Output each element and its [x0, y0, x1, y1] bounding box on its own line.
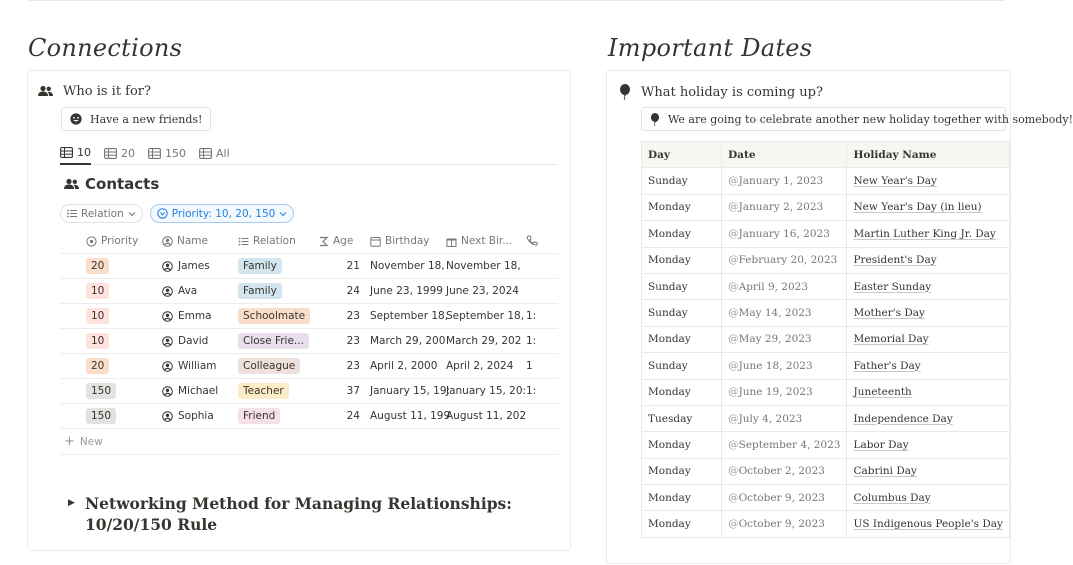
person-circle-icon	[162, 236, 173, 247]
person-circle-icon	[162, 361, 173, 372]
day-cell[interactable]: Monday	[642, 194, 722, 220]
status-circle-icon	[157, 208, 168, 219]
relation-cell[interactable]	[234, 254, 314, 278]
date-mention-symbol: @	[728, 280, 739, 293]
table-row[interactable]	[60, 254, 558, 279]
holiday-cell[interactable]	[847, 194, 1010, 220]
holiday-cell[interactable]	[847, 432, 1010, 458]
status-circle-icon	[86, 236, 97, 247]
list-icon	[67, 209, 77, 218]
table-row[interactable]	[642, 432, 1010, 458]
chevron-down-icon	[128, 211, 136, 217]
table-icon	[104, 148, 117, 159]
dates-callout	[606, 70, 1073, 564]
table-row[interactable]	[642, 326, 1010, 352]
date-column-header: Date	[722, 142, 847, 168]
age-column-header[interactable]	[314, 229, 366, 253]
birthday-cell[interactable]: September 18,	[370, 310, 449, 322]
table-row[interactable]	[642, 221, 1010, 247]
date-value: September 4, 2023	[738, 438, 841, 451]
relation-tag: Family	[238, 283, 282, 299]
inner-callout	[641, 107, 1073, 131]
table-row[interactable]	[642, 485, 1010, 511]
birthday-cell[interactable]: November 18,	[370, 260, 445, 272]
holiday-link[interactable]: Columbus Day	[853, 491, 931, 504]
priority-cell[interactable]	[60, 354, 158, 378]
date-mention-symbol: @	[728, 518, 739, 531]
table-row[interactable]	[60, 279, 558, 304]
birthday-cell[interactable]: August 11, 199	[370, 410, 451, 422]
holiday-link[interactable]: US Indigenous People's Day	[853, 518, 1003, 531]
table-row[interactable]	[60, 329, 558, 354]
priority-cell[interactable]	[60, 379, 158, 403]
date-cell[interactable]	[722, 485, 847, 511]
table-header-row	[642, 142, 1010, 168]
date-value: June 19, 2023	[738, 386, 813, 399]
table-row[interactable]	[60, 304, 558, 329]
date-mention-symbol: @	[728, 359, 739, 372]
contacts-table	[60, 229, 558, 455]
holiday-cell[interactable]	[847, 379, 1010, 405]
formula-icon	[318, 236, 329, 247]
contact-name: William	[178, 360, 217, 372]
table-row[interactable]	[60, 354, 558, 379]
day-cell[interactable]: Monday	[642, 458, 722, 484]
connections-heading: Connections	[28, 34, 183, 62]
priority-tag: 150	[86, 408, 116, 424]
contacts-table-body	[60, 254, 558, 429]
date-mention-symbol: @	[728, 491, 739, 504]
balloon-icon	[650, 113, 660, 126]
holiday-cell[interactable]	[847, 326, 1010, 352]
priority-cell[interactable]	[60, 329, 158, 353]
table-icon	[60, 147, 73, 158]
priority-tag: 10	[86, 308, 109, 324]
reminder-cell[interactable]	[520, 279, 558, 303]
top-divider	[28, 0, 1005, 1]
relation-tag: Colleague	[238, 358, 300, 374]
relation-filter-label: Relation	[81, 207, 124, 220]
holiday-link[interactable]: Juneteenth	[853, 386, 912, 399]
holiday-link[interactable]: Mother's Day	[853, 307, 925, 320]
day-cell[interactable]: Sunday	[642, 300, 722, 326]
holiday-link[interactable]: New Year's Day	[853, 175, 937, 188]
date-mention-symbol: @	[728, 333, 739, 346]
table-row[interactable]	[642, 379, 1010, 405]
tab-label: 10	[77, 145, 91, 159]
relation-cell[interactable]	[234, 304, 314, 328]
holiday-cell[interactable]	[847, 221, 1010, 247]
person-circle-icon	[162, 386, 173, 397]
database-title[interactable]	[64, 175, 159, 193]
holiday-link[interactable]: President's Day	[853, 254, 937, 267]
holiday-cell[interactable]	[847, 168, 1010, 194]
date-cell[interactable]	[722, 247, 847, 273]
connections-callout	[27, 70, 571, 551]
date-cell[interactable]	[722, 353, 847, 379]
inner-callout-text: Have a new friends!	[90, 112, 203, 126]
phone-icon	[526, 235, 538, 247]
date-mention-symbol: @	[728, 254, 739, 267]
column-label: Priority	[101, 235, 139, 247]
callout-header	[619, 84, 823, 100]
next-birthday-cell[interactable]: January 15, 20:	[446, 385, 527, 397]
priority-tag: 20	[86, 358, 109, 374]
date-cell[interactable]	[722, 194, 847, 220]
next-birthday-cell[interactable]: November 18,	[446, 260, 521, 272]
name-cell[interactable]	[158, 379, 234, 403]
reminder-cell[interactable]	[520, 254, 558, 278]
age-cell[interactable]: 23	[346, 360, 360, 372]
tab-all[interactable]	[199, 141, 230, 165]
age-cell[interactable]: 23	[346, 335, 360, 347]
name-cell[interactable]	[158, 329, 234, 353]
table-row[interactable]	[642, 194, 1010, 220]
date-value: June 18, 2023	[738, 359, 813, 372]
date-value: October 9, 2023	[738, 518, 825, 531]
person-circle-icon	[162, 261, 173, 272]
holiday-link[interactable]: Cabrini Day	[853, 465, 917, 478]
relation-filter[interactable]	[60, 204, 143, 223]
table-icon	[148, 148, 161, 159]
plus-icon: +	[64, 434, 75, 449]
date-cell[interactable]	[722, 458, 847, 484]
table-header-row	[60, 229, 558, 254]
people-icon	[38, 85, 53, 98]
relation-column-header[interactable]	[234, 229, 314, 253]
tab-label: 150	[165, 146, 186, 160]
smiley-icon	[70, 113, 82, 125]
callout-text: What holiday is coming up?	[641, 84, 823, 100]
date-value: October 2, 2023	[738, 465, 825, 478]
relation-cell[interactable]	[234, 404, 314, 428]
relation-tag: Close Frie...	[238, 333, 309, 349]
day-cell[interactable]: Monday	[642, 326, 722, 352]
relation-tag: Schoolmate	[238, 308, 310, 324]
date-mention-symbol: @	[728, 386, 739, 399]
priority-cell[interactable]	[60, 279, 158, 303]
day-cell[interactable]: Sunday	[642, 168, 722, 194]
date-mention-symbol: @	[728, 438, 739, 451]
day-column-header: Day	[642, 142, 722, 168]
holiday-link[interactable]: Labor Day	[853, 438, 909, 451]
date-mention-symbol: @	[728, 227, 739, 240]
reminder-cell[interactable]: 1:	[526, 335, 537, 347]
next-birthday-cell[interactable]: August 11, 202	[446, 410, 527, 422]
table-row[interactable]	[642, 511, 1010, 537]
tab-label: 20	[121, 146, 135, 160]
date-mention-symbol: @	[728, 412, 739, 425]
holidays-table	[641, 141, 1010, 538]
date-value: May 29, 2023	[738, 333, 812, 346]
column-label: Next Bir...	[461, 235, 513, 247]
holiday-cell[interactable]	[847, 273, 1010, 299]
holiday-link[interactable]: Memorial Day	[853, 333, 929, 346]
relation-cell[interactable]	[234, 329, 314, 353]
filter-bar	[60, 204, 301, 223]
priority-tag: 20	[86, 258, 109, 274]
date-cell[interactable]	[722, 273, 847, 299]
relation-tag: Family	[238, 258, 282, 274]
name-column-header[interactable]	[158, 229, 234, 253]
priority-tag: 150	[86, 383, 116, 399]
holiday-cell[interactable]	[847, 405, 1010, 431]
holiday-column-header: Holiday Name	[847, 142, 1010, 168]
date-cell[interactable]	[722, 405, 847, 431]
birthday-cell[interactable]: January 15, 19:	[370, 385, 451, 397]
date-mention-symbol: @	[728, 307, 739, 320]
date-cell[interactable]	[722, 326, 847, 352]
balloon-icon	[619, 84, 631, 100]
birthday-column-header[interactable]	[366, 229, 442, 253]
holiday-cell[interactable]	[847, 458, 1010, 484]
birthday-cell[interactable]: April 2, 2000	[370, 360, 438, 372]
important-dates-heading: Important Dates	[608, 34, 813, 62]
new-row-button[interactable]	[60, 429, 558, 455]
date-value: May 14, 2023	[738, 307, 812, 320]
table-row[interactable]	[642, 273, 1010, 299]
day-cell[interactable]: Monday	[642, 221, 722, 247]
table-row[interactable]	[60, 379, 558, 404]
day-cell[interactable]: Monday	[642, 485, 722, 511]
birthday-cell[interactable]: March 29, 200	[370, 335, 446, 347]
holiday-link[interactable]: New Year's Day (in lieu)	[853, 201, 982, 214]
day-cell[interactable]: Monday	[642, 379, 722, 405]
date-mention-symbol: @	[728, 175, 739, 188]
name-cell[interactable]	[158, 254, 234, 278]
toggle-triangle-icon[interactable]: ▶	[68, 498, 75, 508]
priority-cell[interactable]	[60, 304, 158, 328]
reminder-cell[interactable]: 1	[526, 360, 533, 372]
holiday-cell[interactable]	[847, 300, 1010, 326]
next-birthday-cell[interactable]: September 18,	[446, 310, 525, 322]
contact-name: Michael	[178, 385, 219, 397]
relation-cell[interactable]	[234, 379, 314, 403]
database-title-text: Contacts	[85, 175, 160, 193]
tab-20[interactable]	[104, 141, 135, 165]
date-cell[interactable]	[722, 432, 847, 458]
holiday-cell[interactable]	[847, 485, 1010, 511]
view-tabs	[60, 141, 558, 165]
gift-icon	[446, 236, 457, 247]
name-cell[interactable]	[158, 354, 234, 378]
holiday-link[interactable]: Easter Sunday	[853, 280, 932, 293]
holiday-cell[interactable]	[847, 353, 1010, 379]
table-row[interactable]	[642, 405, 1010, 431]
calendar-icon	[370, 236, 381, 247]
person-circle-icon	[162, 411, 173, 422]
priority-column-header[interactable]	[60, 229, 158, 253]
date-mention-symbol: @	[728, 465, 739, 478]
name-cell[interactable]	[158, 304, 234, 328]
reminder-cell[interactable]: 1:	[526, 310, 537, 322]
contact-name: Sophia	[178, 410, 214, 422]
reminder-column-header[interactable]	[520, 229, 558, 253]
name-cell[interactable]	[158, 404, 234, 428]
chevron-down-icon	[279, 211, 287, 217]
day-cell[interactable]: Monday	[642, 511, 722, 537]
callout-text: Who is it for?	[63, 84, 151, 99]
priority-tag: 10	[86, 333, 109, 349]
priority-cell[interactable]	[60, 254, 158, 278]
day-cell[interactable]: Monday	[642, 432, 722, 458]
relation-cell[interactable]	[234, 354, 314, 378]
reminder-cell[interactable]: 1:	[526, 385, 537, 397]
date-value: January 1, 2023	[738, 175, 824, 188]
date-mention-symbol: @	[728, 201, 739, 214]
table-row[interactable]	[60, 404, 558, 429]
age-cell[interactable]: 37	[346, 385, 360, 397]
holiday-link[interactable]: Father's Day	[853, 359, 921, 372]
date-value: April 9, 2023	[738, 280, 809, 293]
table-icon	[199, 148, 212, 159]
holiday-link[interactable]: Martin Luther King Jr. Day	[853, 227, 996, 240]
priority-filter[interactable]	[150, 204, 295, 223]
tab-10[interactable]	[60, 141, 91, 165]
column-label: Relation	[253, 235, 296, 247]
date-cell[interactable]	[722, 511, 847, 537]
contact-name: Ava	[178, 285, 198, 297]
holiday-cell[interactable]	[847, 511, 1010, 537]
date-value: October 9, 2023	[738, 491, 825, 504]
day-cell[interactable]: Sunday	[642, 353, 722, 379]
age-cell[interactable]: 24	[346, 285, 360, 297]
contact-name: James	[178, 260, 210, 272]
age-cell[interactable]: 23	[346, 310, 360, 322]
relation-tag: Friend	[238, 408, 280, 424]
table-row[interactable]	[642, 353, 1010, 379]
networking-method-toggle[interactable]	[68, 493, 563, 535]
callout-header	[38, 84, 151, 99]
toggle-text: Networking Method for Managing Relationships: 10/20/150 Rule	[85, 494, 512, 534]
column-label: Age	[333, 235, 354, 247]
tab-label: All	[216, 146, 230, 160]
column-label: Birthday	[385, 235, 430, 247]
age-cell[interactable]: 21	[346, 260, 360, 272]
next-birthday-cell[interactable]: April 2, 2024	[446, 360, 514, 372]
day-cell[interactable]: Tuesday	[642, 405, 722, 431]
date-value: February 20, 2023	[738, 254, 838, 267]
priority-tag: 10	[86, 283, 109, 299]
table-row[interactable]	[642, 247, 1010, 273]
table-row[interactable]	[642, 300, 1010, 326]
list-icon	[238, 237, 249, 246]
day-cell[interactable]: Sunday	[642, 273, 722, 299]
contact-name: David	[178, 335, 209, 347]
date-cell[interactable]	[722, 300, 847, 326]
priority-cell[interactable]	[60, 404, 158, 428]
inner-callout	[61, 107, 211, 131]
next-birthday-cell[interactable]: March 29, 202	[446, 335, 522, 347]
name-cell[interactable]	[158, 279, 234, 303]
day-cell[interactable]: Monday	[642, 247, 722, 273]
reminder-cell[interactable]	[520, 404, 558, 428]
person-circle-icon	[162, 336, 173, 347]
date-value: January 2, 2023	[738, 201, 824, 214]
column-label: Name	[177, 235, 208, 247]
date-cell[interactable]	[722, 168, 847, 194]
age-cell[interactable]: 24	[346, 410, 360, 422]
date-value: January 16, 2023	[738, 227, 830, 240]
inner-callout-text: We are going to celebrate another new holiday together with somebody!	[668, 112, 1073, 126]
new-row-label: New	[79, 435, 103, 448]
date-cell[interactable]	[722, 221, 847, 247]
person-circle-icon	[162, 311, 173, 322]
relation-cell[interactable]	[234, 279, 314, 303]
next-birthday-cell[interactable]: June 23, 2024	[446, 285, 519, 297]
tab-150[interactable]	[148, 141, 186, 165]
date-cell[interactable]	[722, 379, 847, 405]
person-circle-icon	[162, 286, 173, 297]
holidays-table-body	[642, 168, 1010, 537]
date-value: July 4, 2023	[738, 412, 803, 425]
holiday-link[interactable]: Independence Day	[853, 412, 953, 425]
birthday-cell[interactable]: June 23, 1999	[370, 285, 443, 297]
table-row[interactable]	[642, 458, 1010, 484]
people-icon	[64, 178, 79, 191]
table-row[interactable]	[642, 168, 1010, 194]
priority-filter-label: Priority: 10, 20, 150	[171, 207, 276, 220]
contact-name: Emma	[178, 310, 212, 322]
next-birthday-column-header[interactable]	[442, 229, 520, 253]
holiday-cell[interactable]	[847, 247, 1010, 273]
relation-tag: Teacher	[238, 383, 289, 399]
